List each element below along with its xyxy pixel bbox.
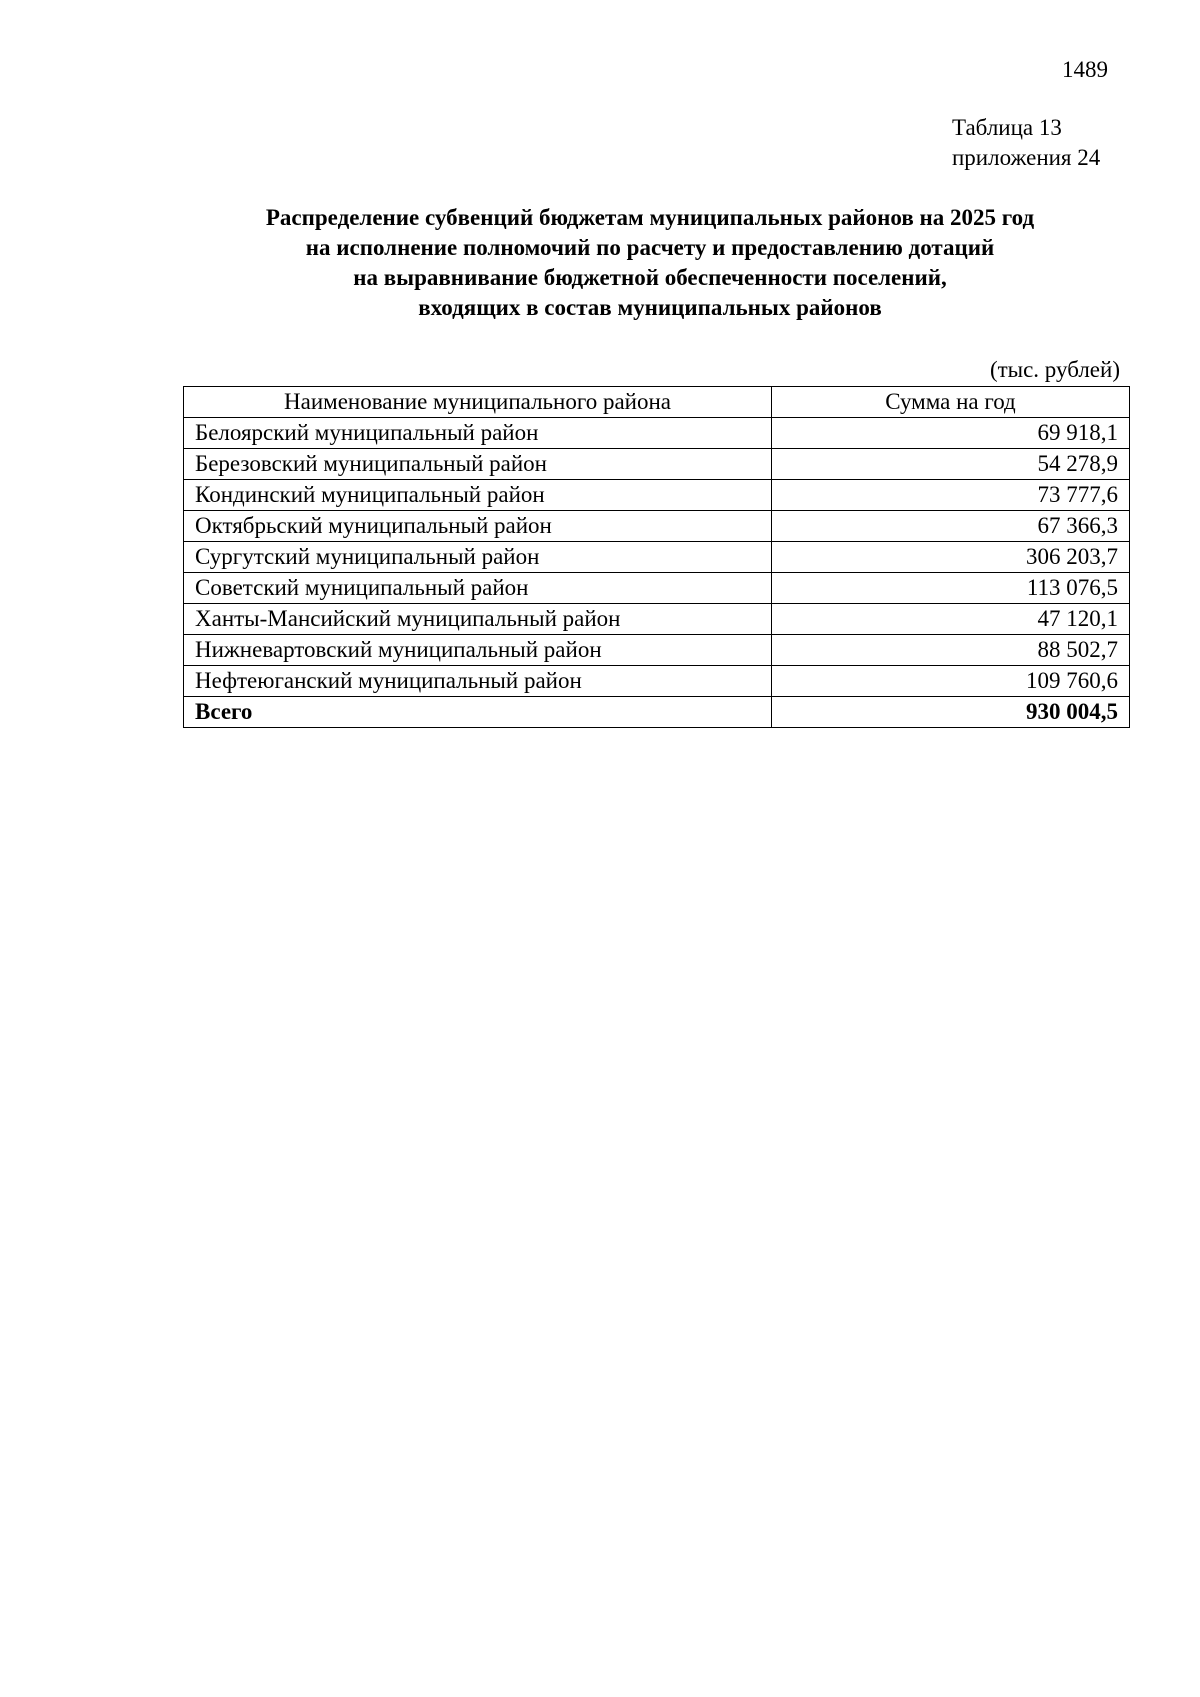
district-sum: 109 760,6 — [772, 666, 1130, 697]
table-row — [184, 542, 1130, 573]
table-row — [184, 666, 1130, 697]
header-district-name: Наименование муниципального района — [184, 387, 772, 418]
district-name: Ханты-Мансийский муниципальный район — [184, 604, 772, 635]
district-name: Белоярский муниципальный район — [184, 418, 772, 449]
table-header-row — [184, 387, 1130, 418]
title-line-3: на выравнивание бюджетной обеспеченности поселений, — [353, 265, 947, 290]
district-sum: 54 278,9 — [772, 449, 1130, 480]
district-name: Сургутский муниципальный район — [184, 542, 772, 573]
district-name: Октябрьский муниципальный район — [184, 511, 772, 542]
table-caption — [952, 113, 1100, 173]
table-row — [184, 635, 1130, 666]
district-name: Нижневартовский муниципальный район — [184, 635, 772, 666]
district-name: Советский муниципальный район — [184, 573, 772, 604]
district-sum: 113 076,5 — [772, 573, 1130, 604]
total-label: Всего — [184, 697, 772, 728]
document-title — [150, 203, 1150, 323]
table-row — [184, 480, 1130, 511]
district-name: Кондинский муниципальный район — [184, 480, 772, 511]
page-number: 1489 — [1062, 57, 1108, 82]
header-annual-sum: Сумма на год — [772, 387, 1130, 418]
district-sum: 88 502,7 — [772, 635, 1130, 666]
subvention-table — [183, 386, 1130, 728]
district-sum: 69 918,1 — [772, 418, 1130, 449]
table-row — [184, 418, 1130, 449]
units-label: (тыс. рублей) — [989, 357, 1120, 382]
table-row — [184, 449, 1130, 480]
table-row — [184, 511, 1130, 542]
table-row — [184, 573, 1130, 604]
district-name: Нефтеюганский муниципальный район — [184, 666, 772, 697]
district-sum: 73 777,6 — [772, 480, 1130, 511]
table-row — [184, 604, 1130, 635]
title-line-4: входящих в состав муниципальных районов — [418, 295, 882, 320]
total-sum: 930 004,5 — [772, 697, 1130, 728]
title-line-1: Распределение субвенций бюджетам муниципальных районов на 2025 год — [265, 205, 1035, 230]
caption-appendix-number: приложения 24 — [952, 145, 1101, 170]
district-sum: 67 366,3 — [772, 511, 1130, 542]
district-sum: 306 203,7 — [772, 542, 1130, 573]
district-name: Березовский муниципальный район — [184, 449, 772, 480]
table-total-row — [184, 697, 1130, 728]
caption-table-number: Таблица 13 — [952, 115, 1062, 140]
title-line-2: на исполнение полномочий по расчету и предоставлению дотаций — [305, 235, 995, 260]
district-sum: 47 120,1 — [772, 604, 1130, 635]
